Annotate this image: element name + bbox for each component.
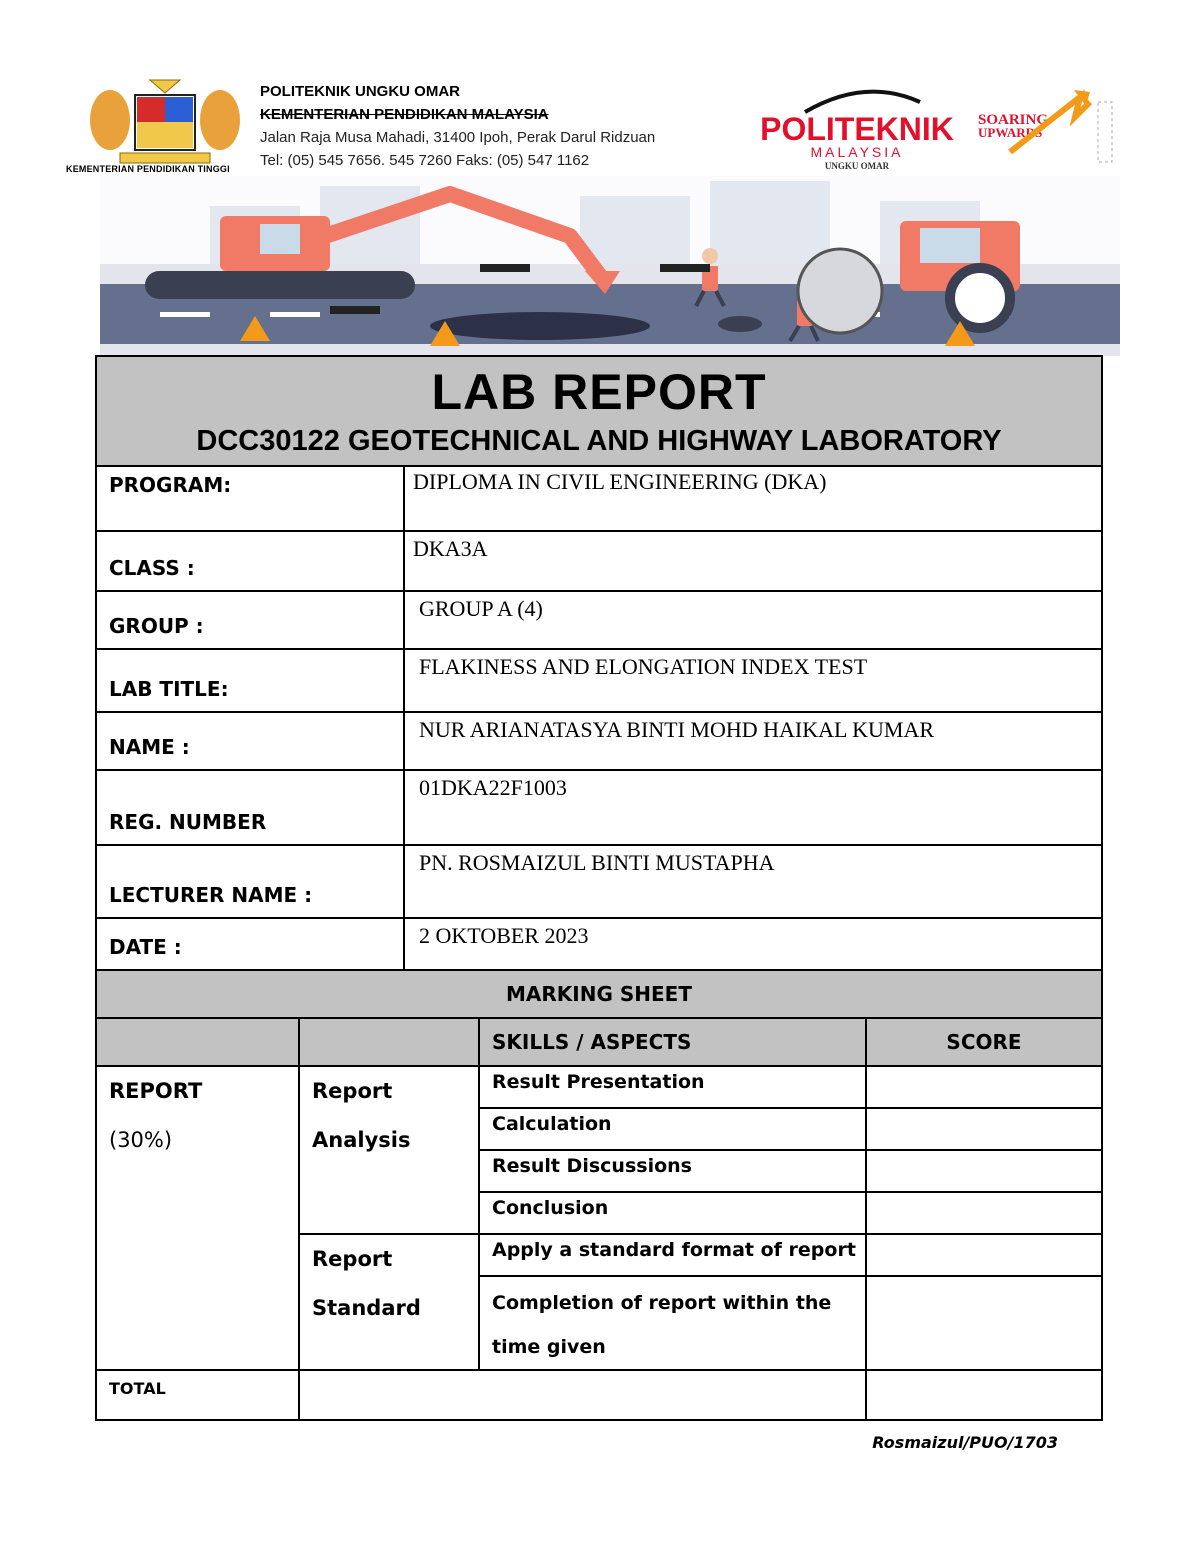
score-input[interactable] (866, 1234, 1102, 1276)
tagline-2: UPWARDS (978, 125, 1043, 140)
score-input[interactable] (866, 1276, 1102, 1370)
marking-sheet-title: MARKING SHEET (96, 970, 1102, 1018)
field-value: DKA3A (404, 531, 1102, 591)
phone-line: Tel: (05) 545 7656. 545 7260 Faks: (05) 547 1162 (260, 152, 590, 169)
report-weight: (30%) (109, 1128, 173, 1152)
skill-item: Apply a standard format of report (479, 1234, 866, 1276)
institution-name: POLITEKNIK UNGKU OMAR (260, 83, 460, 100)
field-label: LAB TITLE: (96, 649, 404, 712)
ministry-name: KEMENTERIAN PENDIDIKAN MALAYSIA (260, 106, 549, 123)
standard-label-1: Report (312, 1247, 393, 1271)
institution-address-block (260, 80, 655, 172)
score-input[interactable] (866, 1192, 1102, 1234)
field-value: PN. ROSMAIZUL BINTI MUSTAPHA (404, 845, 1102, 918)
skill-item: Calculation (479, 1108, 866, 1150)
score-input[interactable] (866, 1150, 1102, 1192)
total-blank (299, 1370, 866, 1420)
field-value: DIPLOMA IN CIVIL ENGINEERING (DKA) (404, 466, 1102, 531)
report-title: LAB REPORT (431, 364, 767, 420)
construction-banner-illustration (100, 176, 1120, 356)
report-info-table (95, 355, 1103, 971)
score-input[interactable] (866, 1108, 1102, 1150)
standard-category-cell (299, 1234, 479, 1370)
skill-item: Result Presentation (479, 1066, 866, 1108)
score-input[interactable] (866, 1066, 1102, 1108)
field-label: CLASS : (96, 531, 404, 591)
analysis-label-2: Analysis (312, 1128, 411, 1152)
report-category-cell (96, 1066, 299, 1234)
total-score-input[interactable] (866, 1370, 1102, 1420)
analysis-category-cell (299, 1066, 479, 1234)
course-title: DCC30122 GEOTECHNICAL AND HIGHWAY LABORATORY (196, 425, 1002, 457)
field-value: GROUP A (4) (404, 591, 1102, 649)
logo-sub: MALAYSIA (810, 144, 904, 160)
field-label: GROUP : (96, 591, 404, 649)
address-line: Jalan Raja Musa Mahadi, 31400 Ipoh, Perak Darul Ridzuan (260, 129, 656, 146)
field-value: 2 OKTOBER 2023 (404, 918, 1102, 970)
soaring-upwards-logo (970, 82, 1120, 172)
standard-label-2: Standard (312, 1296, 421, 1320)
header-blank (299, 1018, 479, 1066)
crest-caption: KEMENTERIAN PENDIDIKAN TINGGI (66, 164, 230, 174)
marking-sheet-table (95, 969, 1103, 1421)
skill-item: Completion of report within the time given (479, 1276, 866, 1370)
skill-item: Conclusion (479, 1192, 866, 1234)
report-category-spacer (96, 1234, 299, 1370)
logo-word: POLITEKNIK (760, 111, 954, 147)
field-label: LECTURER NAME : (96, 845, 404, 918)
document-reference: Rosmaizul/PUO/1703 (872, 1433, 1058, 1452)
skills-header: SKILLS / ASPECTS (479, 1018, 866, 1066)
tagline-1: SOARING (978, 112, 1049, 128)
politeknik-logo (745, 82, 970, 172)
header-blank (96, 1018, 299, 1066)
malaysia-crest-logo (80, 75, 250, 175)
report-title-cell (96, 356, 1102, 466)
field-label: DATE : (96, 918, 404, 970)
logo-campus: UNGKU OMAR (824, 161, 890, 171)
lab-report-sheet (95, 355, 1103, 1421)
field-label: PROGRAM: (96, 466, 404, 531)
field-label: NAME : (96, 712, 404, 770)
analysis-label-1: Report (312, 1079, 393, 1103)
field-value: NUR ARIANATASYA BINTI MOHD HAIKAL KUMAR (404, 712, 1102, 770)
total-label: TOTAL (96, 1370, 299, 1420)
report-label: REPORT (109, 1079, 203, 1103)
skill-item: Result Discussions (479, 1150, 866, 1192)
field-label: REG. NUMBER (96, 770, 404, 845)
score-header: SCORE (866, 1018, 1102, 1066)
field-value: 01DKA22F1003 (404, 770, 1102, 845)
field-value: FLAKINESS AND ELONGATION INDEX TEST (404, 649, 1102, 712)
